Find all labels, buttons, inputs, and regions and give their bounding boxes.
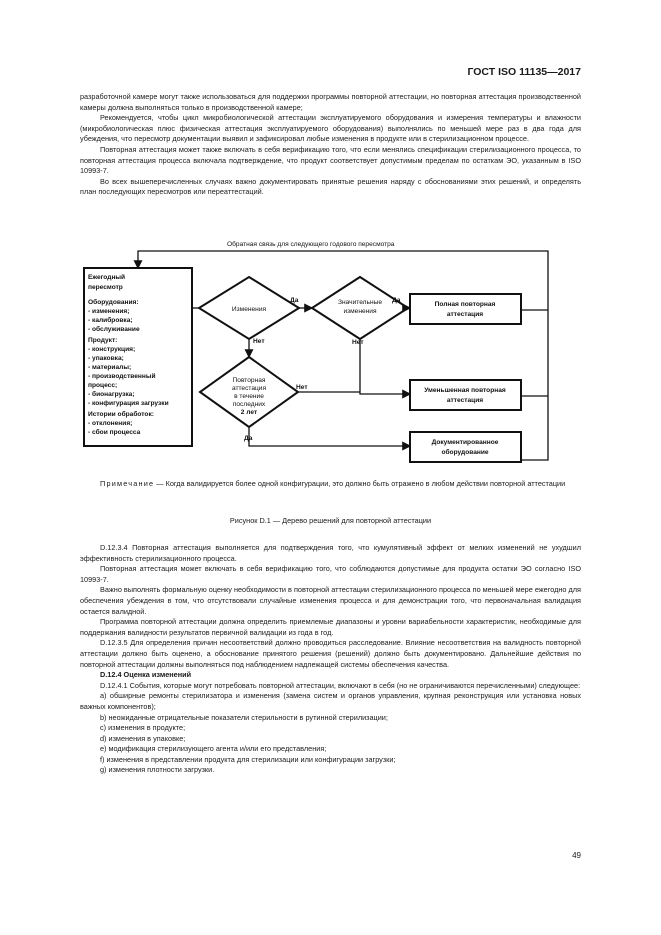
product-item: - бионагрузка; bbox=[88, 391, 135, 398]
changes-label: Изменения bbox=[231, 306, 267, 313]
reduced-requal-label-2: аттестация bbox=[446, 397, 484, 404]
paragraph: D.12.3.4 Повторная аттестация выполняется для подтверждения того, что кумулятивный эффект от мелких изменений не ухудшил эффективность стерилизационного процесса. bbox=[80, 543, 581, 563]
list-item: g) изменения плотности загрузки. bbox=[100, 765, 215, 775]
paragraph: Повторная аттестация может также включать в себя верификацию того, что если менялись спецификации стерилизационного процесса, то повторная аттестация процесса включала подтверждение, что продукт соответствует допустимым пределам по остаткам ЭО, указанным в ISO 10993-7. bbox=[80, 144, 581, 176]
section-intro: D.12.4.1 События, которые могут потребовать повторной аттестации, включают в себя (но не ограничиваются перечисленными) следующее: bbox=[100, 680, 581, 690]
figure-caption: Рисунок D.1 — Дерево решений для повторной аттестации bbox=[229, 516, 432, 525]
product-heading: Продукт: bbox=[88, 337, 118, 344]
requal-label-3: в течение bbox=[234, 393, 264, 400]
product-item: - упаковка; bbox=[88, 355, 124, 362]
product-item: - материалы; bbox=[88, 364, 132, 371]
paragraph: разработочной камере могут также использоваться для поддержки программы повторной аттестации, но повторная аттестация производственной камеры должна выполняться только в производственной камере; bbox=[80, 92, 581, 112]
documented-equipment-box bbox=[410, 432, 521, 462]
yes-label: Да bbox=[290, 297, 299, 304]
reduced-requalification-box bbox=[410, 380, 521, 410]
requal-label-1: Повторная bbox=[232, 377, 266, 384]
list-item: c) изменения в продукте; bbox=[100, 723, 186, 733]
paragraph: Программа повторной аттестации должна определить приемлемые диапазоны и уровни вариабельности характеристик, необходимые для поддержания валидности результатов первичной валидации из года в год. bbox=[80, 617, 581, 637]
note-text: — Когда валидируется более одной конфигурации, это должно быть отражено в любом действии повторной аттестации bbox=[154, 479, 566, 488]
equipment-heading: Оборудования: bbox=[88, 299, 139, 306]
product-item: процесс; bbox=[88, 382, 118, 389]
product-item: - производственный bbox=[88, 373, 156, 380]
feedback-label: Обратная связь для следующего годового пересмотра bbox=[227, 241, 395, 248]
paragraph: Повторная аттестация может включать в себя верификацию того, что соблюдаются допустимые для продукта остатки ЭО согласно ISO 10993-7. bbox=[80, 564, 581, 584]
yes-label: Да bbox=[244, 435, 253, 442]
history-heading: Истории обработок: bbox=[88, 411, 154, 418]
equipment-item: - изменения; bbox=[88, 308, 130, 315]
equipment-item: - обслуживание bbox=[88, 326, 140, 333]
annual-title-2: пересмотр bbox=[88, 284, 123, 291]
paragraph: Во всех вышеперечисленных случаях важно документировать принятые решения наряду с обоснованиями этих решений, и определять план последующих пересмотров или переаттестаций. bbox=[80, 176, 581, 197]
figure-note bbox=[80, 479, 581, 490]
list-item: e) модификация стерилизующего агента и/или его представления; bbox=[100, 744, 327, 754]
product-item: - конструкция; bbox=[88, 346, 136, 353]
section-heading: D.12.4 Оценка изменений bbox=[100, 670, 192, 680]
requal-label-2: аттестация bbox=[231, 385, 267, 392]
recent-requal-diamond bbox=[200, 357, 298, 427]
reduced-requal-label-1: Уменьшенная повторная bbox=[424, 387, 506, 394]
bottom-text-block bbox=[80, 543, 581, 776]
yes-label: Да bbox=[392, 297, 401, 304]
annual-title-1: Ежегодный bbox=[88, 274, 126, 281]
requal-label-4: последних bbox=[232, 401, 266, 408]
product-item: - конфигурация загрузки bbox=[88, 400, 169, 407]
significant-label-1: Значительные bbox=[338, 299, 382, 306]
full-requalification-box bbox=[410, 294, 521, 324]
page-number: 49 bbox=[572, 851, 581, 860]
note-label: Примечание bbox=[100, 479, 155, 488]
list-item: f) изменения в представлении продукта для стерилизации или конфигурации загрузки; bbox=[100, 754, 396, 764]
list-item: a) обширные ремонты стерилизатора и изменения (замена систем и органов управления, крупная реконструкция или установка новых важных компонентов); bbox=[80, 691, 581, 711]
arrow-significant-to-reduced bbox=[360, 339, 410, 394]
full-requal-label-1: Полная повторная bbox=[434, 301, 496, 308]
feedback-line bbox=[138, 251, 548, 460]
equipment-item: - калибровка; bbox=[88, 317, 133, 324]
full-requal-label-2: аттестация bbox=[446, 311, 484, 318]
significant-label-2: изменения bbox=[343, 308, 377, 315]
list-item: d) изменения в упаковке; bbox=[100, 733, 186, 743]
history-item: - отклонения; bbox=[88, 420, 133, 427]
requal-label-5: 2 лет bbox=[240, 409, 258, 416]
arrow-requal-to-documented bbox=[249, 427, 410, 446]
paragraph: Рекомендуется, чтобы цикл микробиологической аттестации эксплуатируемого оборудования и измерения температуры и влажности (микробиологическая плюс физическая аттестация эксплуатируемого оборудования) выполнялись по меньшей мере раз в два года для убеждения, что пересмотр документации выявил и зафиксировал любые изменения в продукте или в стерилизационном процессе. bbox=[80, 113, 581, 144]
no-label: Нет bbox=[296, 384, 308, 391]
list-item: b) неожиданные отрицательные показатели стерильности в рутинной стерилизации; bbox=[100, 712, 388, 722]
documented-label-2: оборудование bbox=[441, 449, 489, 456]
no-label: Нет bbox=[253, 338, 265, 345]
paragraph: Важно выполнять формальную оценку необходимости в повторной аттестации стерилизационного процесса по меньшей мере ежегодно для обеспечения убеждения в том, что отсутствовали случайные изменения процесса и для демонстрации того, что первоначальная валидация остается валидной. bbox=[80, 585, 581, 616]
paragraph: D.12.3.5 Для определения причин несоответствий должно проводиться расследование. Влияние несоответствия на валидность повторной аттестации должно быть оценено, а обоснование принятого решения (решений) должно быть документировано. Дальнейшие действия по повторной аттестации должны выполняться под наблюдением надлежащей системы обеспечения качества. bbox=[80, 638, 581, 669]
no-label: Нет bbox=[352, 339, 364, 346]
documented-label-1: Документированное bbox=[431, 439, 499, 446]
document-code: ГОСТ ISO 11135—2017 bbox=[467, 66, 581, 78]
history-item: - сбои процесса bbox=[88, 429, 141, 436]
